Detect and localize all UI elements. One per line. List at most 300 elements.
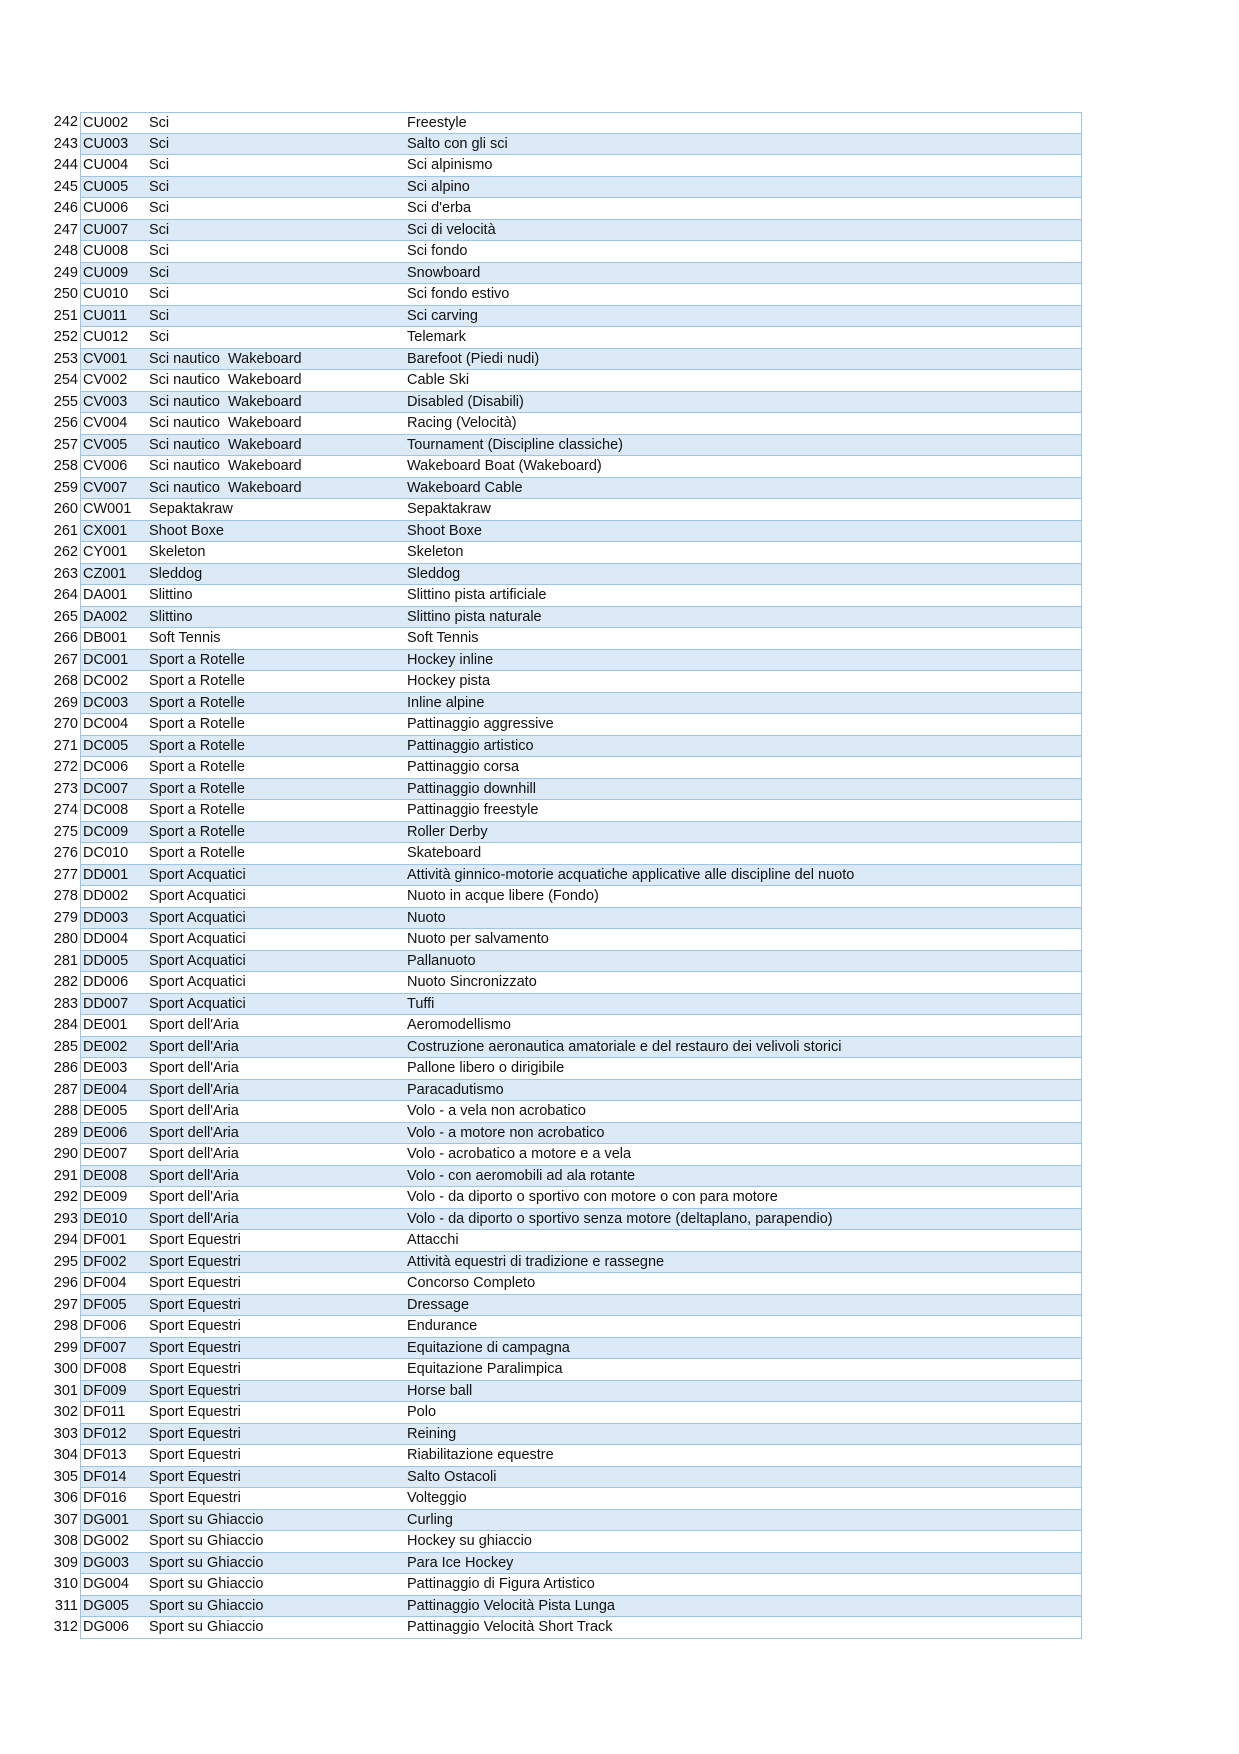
row-cells bbox=[80, 736, 1082, 758]
row-number: 265 bbox=[53, 608, 78, 625]
table-row bbox=[44, 1553, 1082, 1575]
row-cells bbox=[80, 1467, 1082, 1489]
row-number: 299 bbox=[53, 1339, 78, 1356]
category-cell: Sport su Ghiaccio bbox=[149, 1511, 264, 1528]
table-row bbox=[44, 1080, 1082, 1102]
table-row bbox=[44, 607, 1082, 629]
row-cells bbox=[80, 1574, 1082, 1596]
category-cell: Sport a Rotelle bbox=[149, 759, 245, 775]
row-cells bbox=[80, 413, 1082, 435]
table-row bbox=[44, 585, 1082, 607]
category-cell: Sport dell'Aria bbox=[149, 1210, 239, 1227]
category-cell: Sport Equestri bbox=[149, 1382, 241, 1399]
row-cells bbox=[80, 1295, 1082, 1317]
code-cell: DF011 bbox=[83, 1404, 126, 1420]
code-cell: DC008 bbox=[83, 802, 129, 818]
category-cell: Sport dell'Aria bbox=[149, 1060, 239, 1076]
discipline-cell: Volo - a vela non acrobatico bbox=[407, 1103, 586, 1119]
row-number: 255 bbox=[53, 393, 78, 410]
row-number: 298 bbox=[53, 1318, 78, 1334]
table-row bbox=[44, 1037, 1082, 1059]
discipline-cell: Skeleton bbox=[407, 544, 464, 560]
discipline-cell: Horse ball bbox=[407, 1382, 473, 1399]
discipline-cell: Para Ice Hockey bbox=[407, 1554, 514, 1571]
row-cells bbox=[80, 822, 1082, 844]
code-cell: CV001 bbox=[83, 350, 128, 367]
table-row bbox=[44, 370, 1082, 392]
code-cell: CU008 bbox=[83, 243, 129, 259]
discipline-cell: Sci carving bbox=[407, 307, 478, 324]
row-cells bbox=[80, 1037, 1082, 1059]
row-number: 310 bbox=[53, 1576, 78, 1592]
table-row bbox=[44, 929, 1082, 951]
discipline-cell: Pallanuoto bbox=[407, 952, 476, 969]
row-cells bbox=[80, 241, 1082, 263]
row-cells bbox=[80, 284, 1082, 306]
code-cell: DF013 bbox=[83, 1447, 127, 1463]
category-cell: Sport Equestri bbox=[149, 1339, 241, 1356]
row-number: 290 bbox=[53, 1146, 78, 1162]
table-row bbox=[44, 1445, 1082, 1467]
row-number: 293 bbox=[53, 1210, 78, 1227]
table-row bbox=[44, 1617, 1082, 1639]
table-row bbox=[44, 1596, 1082, 1618]
discipline-cell: Volo - con aeromobili ad ala rotante bbox=[407, 1167, 636, 1184]
code-cell: DG003 bbox=[83, 1554, 129, 1571]
category-cell: Sport Acquatici bbox=[149, 995, 246, 1012]
discipline-cell: Sepaktakraw bbox=[407, 501, 491, 517]
code-cell: DF012 bbox=[83, 1425, 127, 1442]
row-cells bbox=[80, 456, 1082, 478]
code-cell: DC004 bbox=[83, 716, 129, 732]
discipline-cell: Curling bbox=[407, 1511, 453, 1528]
category-cell: Sport a Rotelle bbox=[149, 780, 245, 797]
table-row bbox=[44, 779, 1082, 801]
table-row bbox=[44, 843, 1082, 865]
category-cell: Slittino bbox=[149, 608, 193, 625]
row-number: 262 bbox=[53, 544, 78, 560]
discipline-cell: Barefoot (Piedi nudi) bbox=[407, 350, 540, 367]
category-cell: Sport Equestri bbox=[149, 1232, 241, 1248]
row-cells bbox=[80, 1402, 1082, 1424]
row-cells bbox=[80, 1187, 1082, 1209]
table-row bbox=[44, 1252, 1082, 1274]
category-cell: Sport Equestri bbox=[149, 1447, 241, 1463]
row-number: 256 bbox=[53, 415, 78, 431]
category-cell: Sport Acquatici bbox=[149, 931, 246, 947]
row-number: 250 bbox=[53, 286, 78, 302]
discipline-cell: Nuoto bbox=[407, 909, 446, 926]
code-cell: CY001 bbox=[83, 544, 128, 560]
code-cell: DE009 bbox=[83, 1189, 128, 1205]
row-number: 248 bbox=[53, 243, 78, 259]
code-cell: DD005 bbox=[83, 952, 129, 969]
row-cells bbox=[80, 779, 1082, 801]
row-cells bbox=[80, 370, 1082, 392]
row-cells bbox=[80, 220, 1082, 242]
row-number: 259 bbox=[53, 479, 78, 496]
discipline-cell: Sci alpino bbox=[407, 178, 470, 195]
category-cell: Sport dell'Aria bbox=[149, 1081, 239, 1098]
row-number: 289 bbox=[53, 1124, 78, 1141]
row-number: 264 bbox=[53, 587, 78, 603]
category-cell: Sport Equestri bbox=[149, 1490, 241, 1506]
discipline-cell: Aeromodellismo bbox=[407, 1017, 511, 1033]
code-cell: CV007 bbox=[83, 479, 128, 496]
code-cell: DD003 bbox=[83, 909, 129, 926]
row-number: 283 bbox=[53, 995, 78, 1012]
row-cells bbox=[80, 1252, 1082, 1274]
row-cells bbox=[80, 564, 1082, 586]
code-cell: DC006 bbox=[83, 759, 129, 775]
category-cell: Sport a Rotelle bbox=[149, 673, 245, 689]
code-cell: CU007 bbox=[83, 221, 129, 238]
category-cell: Sci bbox=[149, 200, 170, 216]
row-cells bbox=[80, 1273, 1082, 1295]
code-cell: DG001 bbox=[83, 1511, 129, 1528]
category-cell: Sport Equestri bbox=[149, 1404, 241, 1420]
row-cells bbox=[80, 499, 1082, 521]
code-cell: CU006 bbox=[83, 200, 129, 216]
category-cell: Sport Acquatici bbox=[149, 888, 246, 904]
row-cells bbox=[80, 994, 1082, 1016]
discipline-cell: Wakeboard Boat (Wakeboard) bbox=[407, 458, 602, 474]
discipline-cell: Reining bbox=[407, 1425, 457, 1442]
table-row bbox=[44, 628, 1082, 650]
table-row bbox=[44, 392, 1082, 414]
table-row bbox=[44, 1209, 1082, 1231]
row-number: 242 bbox=[53, 114, 78, 130]
discipline-cell: Pattinaggio artistico bbox=[407, 737, 534, 754]
category-cell: Sci bbox=[149, 307, 170, 324]
table-row bbox=[44, 327, 1082, 349]
table-row bbox=[44, 1381, 1082, 1403]
row-number: 303 bbox=[53, 1425, 78, 1442]
table-row bbox=[44, 134, 1082, 156]
discipline-cell: Nuoto per salvamento bbox=[407, 931, 549, 947]
row-number: 307 bbox=[53, 1511, 78, 1528]
table-row bbox=[44, 263, 1082, 285]
discipline-cell: Cable Ski bbox=[407, 372, 470, 388]
discipline-cell: Volteggio bbox=[407, 1490, 467, 1506]
code-cell: DC010 bbox=[83, 845, 129, 861]
code-cell: DD006 bbox=[83, 974, 129, 990]
table-row bbox=[44, 456, 1082, 478]
category-cell: Sport Equestri bbox=[149, 1296, 241, 1313]
code-cell: CU010 bbox=[83, 286, 129, 302]
row-number: 294 bbox=[53, 1232, 78, 1248]
table-row bbox=[44, 650, 1082, 672]
row-cells bbox=[80, 1166, 1082, 1188]
category-cell: Sci bbox=[149, 264, 170, 281]
discipline-cell: Roller Derby bbox=[407, 823, 488, 840]
table-row bbox=[44, 972, 1082, 994]
row-cells bbox=[80, 1230, 1082, 1252]
row-cells bbox=[80, 650, 1082, 672]
code-cell: DE010 bbox=[83, 1210, 128, 1227]
row-number: 244 bbox=[53, 157, 78, 173]
row-cells bbox=[80, 1381, 1082, 1403]
table-row bbox=[44, 800, 1082, 822]
row-number: 273 bbox=[53, 780, 78, 797]
row-number: 309 bbox=[53, 1554, 78, 1571]
discipline-cell: Equitazione Paralimpica bbox=[407, 1361, 563, 1377]
row-cells bbox=[80, 155, 1082, 177]
table-row bbox=[44, 1101, 1082, 1123]
row-number: 278 bbox=[53, 888, 78, 904]
table-row bbox=[44, 435, 1082, 457]
row-cells bbox=[80, 1510, 1082, 1532]
row-cells bbox=[80, 1338, 1082, 1360]
discipline-cell: Attacchi bbox=[407, 1232, 459, 1248]
row-number: 311 bbox=[54, 1597, 78, 1614]
category-cell: Sci bbox=[149, 243, 170, 259]
discipline-cell: Freestyle bbox=[407, 115, 467, 131]
table-row bbox=[44, 886, 1082, 908]
discipline-cell: Pattinaggio corsa bbox=[407, 759, 520, 775]
discipline-cell: Pallone libero o dirigibile bbox=[407, 1060, 565, 1076]
table-row bbox=[44, 671, 1082, 693]
category-cell: Sport a Rotelle bbox=[149, 716, 245, 732]
code-cell: DC007 bbox=[83, 780, 129, 797]
row-cells bbox=[80, 521, 1082, 543]
row-number: 247 bbox=[53, 221, 78, 238]
row-cells bbox=[80, 349, 1082, 371]
table-row bbox=[44, 478, 1082, 500]
row-cells bbox=[80, 757, 1082, 779]
table-row bbox=[44, 1402, 1082, 1424]
row-cells bbox=[80, 929, 1082, 951]
code-cell: CV004 bbox=[83, 415, 128, 431]
category-cell: Sport dell'Aria bbox=[149, 1124, 239, 1141]
code-cell: DF014 bbox=[83, 1468, 127, 1485]
discipline-cell: Costruzione aeronautica amatoriale e del restauro dei velivoli storici bbox=[407, 1038, 842, 1055]
discipline-cell: Telemark bbox=[407, 329, 466, 345]
row-cells bbox=[80, 843, 1082, 865]
table-row bbox=[44, 1574, 1082, 1596]
code-cell: DD001 bbox=[83, 866, 129, 883]
row-number: 249 bbox=[53, 264, 78, 281]
row-number: 251 bbox=[53, 307, 78, 324]
row-number: 257 bbox=[53, 436, 78, 453]
code-cell: DC005 bbox=[83, 737, 129, 754]
code-cell: DF002 bbox=[83, 1253, 127, 1270]
row-number: 302 bbox=[53, 1404, 78, 1420]
table-row bbox=[44, 1058, 1082, 1080]
category-cell: Sci nautico Wakeboard bbox=[149, 350, 302, 367]
row-cells bbox=[80, 671, 1082, 693]
discipline-cell: Pattinaggio aggressive bbox=[407, 716, 554, 732]
row-number: 285 bbox=[53, 1038, 78, 1055]
discipline-cell: Slittino pista naturale bbox=[407, 608, 542, 625]
row-cells bbox=[80, 1488, 1082, 1510]
category-cell: Sci nautico Wakeboard bbox=[149, 393, 302, 410]
category-cell: Shoot Boxe bbox=[149, 522, 224, 539]
code-cell: DF009 bbox=[83, 1382, 127, 1399]
table-row bbox=[44, 1230, 1082, 1252]
discipline-cell: Hockey pista bbox=[407, 673, 491, 689]
category-cell: Sci bbox=[149, 157, 170, 173]
code-cell: DE001 bbox=[83, 1017, 128, 1033]
code-cell: DG005 bbox=[83, 1597, 129, 1614]
row-cells bbox=[80, 886, 1082, 908]
code-cell: CU009 bbox=[83, 264, 129, 281]
row-number: 286 bbox=[53, 1060, 78, 1076]
table-row bbox=[44, 1424, 1082, 1446]
discipline-cell: Nuoto in acque libere (Fondo) bbox=[407, 888, 599, 904]
table-row bbox=[44, 564, 1082, 586]
table-row bbox=[44, 951, 1082, 973]
discipline-cell: Nuoto Sincronizzato bbox=[407, 974, 537, 990]
discipline-cell: Pattinaggio di Figura Artistico bbox=[407, 1576, 595, 1592]
row-number: 277 bbox=[53, 866, 78, 883]
row-cells bbox=[80, 714, 1082, 736]
code-cell: DD004 bbox=[83, 931, 129, 947]
table-row bbox=[44, 1166, 1082, 1188]
row-cells bbox=[80, 392, 1082, 414]
code-cell: DF001 bbox=[83, 1232, 127, 1248]
row-number: 275 bbox=[53, 823, 78, 840]
row-cells bbox=[80, 1596, 1082, 1618]
discipline-cell: Sci fondo bbox=[407, 243, 468, 259]
row-cells bbox=[80, 327, 1082, 349]
discipline-cell: Pattinaggio Velocità Pista Lunga bbox=[407, 1597, 615, 1614]
row-cells bbox=[80, 607, 1082, 629]
code-cell: DE002 bbox=[83, 1038, 128, 1055]
row-cells bbox=[80, 1058, 1082, 1080]
code-cell: DG002 bbox=[83, 1533, 129, 1549]
discipline-cell: Sci d'erba bbox=[407, 200, 472, 216]
discipline-cell: Slittino pista artificiale bbox=[407, 587, 547, 603]
discipline-cell: Tuffi bbox=[407, 995, 435, 1012]
row-number: 253 bbox=[53, 350, 78, 367]
table-row bbox=[44, 1273, 1082, 1295]
category-cell: Sci nautico Wakeboard bbox=[149, 372, 302, 388]
row-cells bbox=[80, 908, 1082, 930]
code-cell: DB001 bbox=[83, 630, 128, 646]
code-cell: DC002 bbox=[83, 673, 129, 689]
discipline-cell: Disabled (Disabili) bbox=[407, 393, 524, 410]
category-cell: Sport Equestri bbox=[149, 1318, 241, 1334]
table-row bbox=[44, 155, 1082, 177]
table-row bbox=[44, 241, 1082, 263]
category-cell: Sport Acquatici bbox=[149, 974, 246, 990]
row-number: 280 bbox=[53, 931, 78, 947]
discipline-cell: Shoot Boxe bbox=[407, 522, 482, 539]
row-number: 268 bbox=[53, 673, 78, 689]
category-cell: Sci nautico Wakeboard bbox=[149, 415, 302, 431]
discipline-cell: Inline alpine bbox=[407, 694, 485, 711]
row-cells bbox=[80, 585, 1082, 607]
category-cell: Sport su Ghiaccio bbox=[149, 1619, 264, 1635]
discipline-cell: Equitazione di campagna bbox=[407, 1339, 570, 1356]
table-row bbox=[44, 693, 1082, 715]
row-number: 292 bbox=[53, 1189, 78, 1205]
row-number: 261 bbox=[53, 522, 78, 539]
row-number: 279 bbox=[53, 909, 78, 926]
row-cells bbox=[80, 1080, 1082, 1102]
code-cell: DF004 bbox=[83, 1275, 127, 1291]
table-row bbox=[44, 1295, 1082, 1317]
code-cell: DD007 bbox=[83, 995, 129, 1012]
category-cell: Sport a Rotelle bbox=[149, 823, 245, 840]
table-row bbox=[44, 499, 1082, 521]
code-cell: DD002 bbox=[83, 888, 129, 904]
table-row bbox=[44, 284, 1082, 306]
row-cells bbox=[80, 1144, 1082, 1166]
code-cell: CW001 bbox=[83, 501, 132, 517]
row-cells bbox=[80, 542, 1082, 564]
code-cell: DG006 bbox=[83, 1619, 129, 1635]
row-number: 296 bbox=[53, 1275, 78, 1291]
discipline-cell: Sci fondo estivo bbox=[407, 286, 510, 302]
category-cell: Sport Equestri bbox=[149, 1468, 241, 1485]
row-cells bbox=[80, 306, 1082, 328]
row-number: 287 bbox=[53, 1081, 78, 1098]
table-row bbox=[44, 714, 1082, 736]
category-cell: Sleddog bbox=[149, 565, 203, 582]
code-cell: DC003 bbox=[83, 694, 129, 711]
row-number: 288 bbox=[53, 1103, 78, 1119]
discipline-cell: Volo - a motore non acrobatico bbox=[407, 1124, 605, 1141]
category-cell: Sport dell'Aria bbox=[149, 1189, 239, 1205]
code-cell: CV003 bbox=[83, 393, 128, 410]
discipline-cell: Sci alpinismo bbox=[407, 157, 493, 173]
category-cell: Sci bbox=[149, 115, 170, 131]
category-cell: Skeleton bbox=[149, 544, 206, 560]
row-number: 263 bbox=[53, 565, 78, 582]
code-cell: DF016 bbox=[83, 1490, 127, 1506]
table-row bbox=[44, 349, 1082, 371]
category-cell: Sci bbox=[149, 329, 170, 345]
code-cell: DF008 bbox=[83, 1361, 127, 1377]
row-number: 243 bbox=[53, 135, 78, 152]
row-number: 272 bbox=[53, 759, 78, 775]
row-cells bbox=[80, 1123, 1082, 1145]
discipline-cell: Skateboard bbox=[407, 845, 482, 861]
discipline-cell: Polo bbox=[407, 1404, 437, 1420]
row-number: 308 bbox=[53, 1533, 78, 1549]
category-cell: Soft Tennis bbox=[149, 630, 221, 646]
code-cell: DA002 bbox=[83, 608, 128, 625]
category-cell: Sci nautico Wakeboard bbox=[149, 458, 302, 474]
discipline-cell: Snowboard bbox=[407, 264, 481, 281]
row-cells bbox=[80, 693, 1082, 715]
row-cells bbox=[80, 478, 1082, 500]
table-row bbox=[44, 112, 1082, 134]
row-cells bbox=[80, 1101, 1082, 1123]
code-cell: CU011 bbox=[83, 307, 128, 324]
table-row bbox=[44, 994, 1082, 1016]
code-cell: DF007 bbox=[83, 1339, 127, 1356]
table-row bbox=[44, 521, 1082, 543]
row-number: 295 bbox=[53, 1253, 78, 1270]
row-number: 284 bbox=[53, 1017, 78, 1033]
category-cell: Sci bbox=[149, 135, 170, 152]
code-cell: CU004 bbox=[83, 157, 129, 173]
row-cells bbox=[80, 1531, 1082, 1553]
row-number: 258 bbox=[53, 458, 78, 474]
code-cell: CU002 bbox=[83, 115, 129, 131]
category-cell: Sport Equestri bbox=[149, 1361, 241, 1377]
row-number: 281 bbox=[53, 952, 78, 969]
category-cell: Sport a Rotelle bbox=[149, 737, 245, 754]
row-number: 304 bbox=[53, 1447, 78, 1463]
discipline-cell: Concorso Completo bbox=[407, 1275, 536, 1291]
category-cell: Sci nautico Wakeboard bbox=[149, 436, 302, 453]
code-cell: DF006 bbox=[83, 1318, 127, 1334]
category-cell: Sport a Rotelle bbox=[149, 802, 245, 818]
